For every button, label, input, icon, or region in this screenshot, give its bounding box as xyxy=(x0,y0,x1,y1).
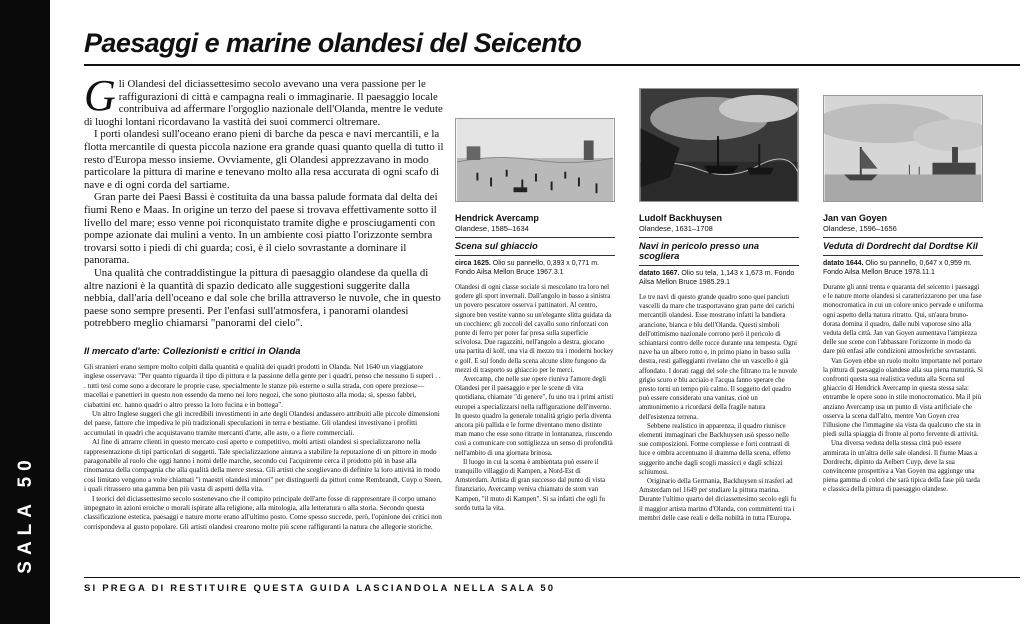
painting-description: Una diversa veduta della stessa città può essere ammirata in un'altra delle sale olandesi. Il fiume Maas a Dordrecht, dipinto da Aelbert Cuyp, deve la sua convincente prospettiva a Van Goyen ma aggiunge una piena gamma di colori che sarà tipica della fase più tarda e classica della pittura di paesaggio olandese. xyxy=(823,440,980,494)
drop-cap: G xyxy=(84,71,116,120)
painting-title: Navi in pericolo presso una scogliera xyxy=(639,237,799,261)
body-paragraph: Gli stranieri erano sempre molto colpiti dalla quantità e qualità dei quadri prodotti in Olanda. Nel 1640 un viaggiatore inglese osservava: "Per quanto riguarda il tipo di pittura e la passione della gente per i quadri, penso che nessuno li superi . . . tutti tesi come sono a decorare le proprie case, specialmente le stanze più esterne o sulla strada, con opere preziose—macellai e panettieri in questo non essendo da meno nei loro negozi, che sono piuttosto alla moda; sì, spesso fabbri, ciabattini etc. hanno quadri o altro presso la loro fucina e in bottega". xyxy=(84,362,441,409)
intro-column xyxy=(84,71,444,532)
intro-paragraph: I porti olandesi sull'oceano erano pieni di barche da pesca e navi mercantili, e la flotta mercantile di questa piccola nazione era grande quasi quanto quella di tutto il resto d'Europa messo insieme. Ovviamente, gli Olandesi apprezzavano in modo particolare la pittura di marine e tenevano molto alla resa accurata di ogni scafo di nave e di ogni corda del sartiame. xyxy=(84,128,444,191)
painting-entry-avercamp xyxy=(455,118,615,513)
artist-dates: Olandese, 1631–1708 xyxy=(639,224,713,233)
painting-description: Sebbene realistico in apparenza, il quadro riunisce elementi immaginari che Backhuysen usò spesso nelle sue composizioni. Forme complesse e forti contrasti di luce e ombra accentuano il dramma della scena, effetto suggerito anche dagli scogli massicci e dagli schizzi schiumosi. xyxy=(639,422,791,476)
footer-notice: SI PREGA DI RESTITUIRE QUESTA GUIDA LASCIANDOLA NELLA SALA 50 xyxy=(84,583,556,594)
painting-description: Avercamp, che nelle sue opere riuniva l'amore degli Olandesi per il paesaggio e per le scene di vita quotidiana, chiamate "di genere", fu uno tra i primi artisti europei a specializzarsi nella raffigurazione dell'inverno. In questo quadro la generale tonalità grigio perla diventa ancora più pallida e le forme diventano meno distinte man mano che esse sono ritratte in lontananza, riuscendo così a comunicare con sottigliezza un senso di profondità nell'ambito di una giornata brinosa. xyxy=(455,376,614,457)
painting-description: Olandesi di ogni classe sociale si mescolano tra loro nel godere gli sport invernali. Dall'angolo in basso a sinistra un povero pescatore osserva i pattinatori. Al centro, signore ben vestite vanno su un'elegante slitta guidata da un cocchiere; gli zoccoli del cavallo sono rinforzati con punte di ferro per poter far presa sulla superficie scivolosa. Due ragazzini, nell'angolo a destra, giocano una partita di kolf, una via di mezzo tra i moderni hockey e golf. E sul fondo della scena alcune slitte fungono da mezzi di trasporto su ghiaccio per le merci. xyxy=(455,284,614,374)
intro-paragraph: Gran parte dei Paesi Bassi è costituita da una bassa palude formata dal delta dei fiumi Reno e Maas. In origine un terzo del paese si trovava effettivamente sotto il livello del mare; esso venne poi riconquistato tramite dighe e prosciugamenti con pompe azionate dai mulini a vento. In un ambiente così piatto l'orizzonte sembra trovarsi sotto i piedi di chi guarda; così, è il cielo sovrastante a dominare il panorama. xyxy=(84,191,438,267)
artist-name: Hendrick Avercamp xyxy=(455,213,539,223)
body-paragraph: Un altro Inglese suggerì che gli incredibili investimenti in arte degli Olandesi andassero attribuiti alle piccole dimensioni del paese, fattore che impediva le più tradizionali speculazioni in terra e bestiame. Gli olandesi investivano i profitti accumulati in quadri che acquistavano tramite mercanti d'arte, alle aste, o a fiere commerciali. xyxy=(84,409,440,437)
room-label: SALA 50 xyxy=(15,454,36,574)
title-rule xyxy=(84,64,1020,66)
body-paragraph: I teorici del diciassettesimo secolo sostenevano che il compito principale dell'arte fosse di rappresentare il corpo umano impegnato in azioni eroiche o morali ispirate alla religione, alla mitologia, alla letteratura o alla storia. Secondo questa classificazione estetica, paesaggi e nature morte erano all'ultimo posto. Come spesso succede, però, l'opinione dei critici non corrispondeva al gusto popolare. Gli artisti olandesi crearono molte più scene raffiguranti la natura che allegorie storiche. xyxy=(84,494,442,531)
artist-name: Jan van Goyen xyxy=(823,213,888,223)
painting-image-backhuysen xyxy=(639,88,799,202)
sidebar xyxy=(0,0,50,624)
page-title: Paesaggi e marine olandesi del Seicento xyxy=(84,28,582,58)
painting-entry-backhuysen xyxy=(639,88,799,523)
painting-description: Durante gli anni trenta e quaranta del seicento i paesaggi e le nature morte olandesi si caratterizzarono per una fase monocromatica in cui un colore unico pervade e uniforma ogni aspetto della natura ritratto. Qui, un'aura bruno-dorata domina il quadro, dalle nubi vaporose sino alla veduta della città. Jan van Goyen aumentava l'ampiezza delle sue scene con l'abbassare l'orizzonte in modo da dare più enfasi alle condizioni atmosferiche sovrastanti. xyxy=(823,284,983,356)
painting-meta: circa 1625. Olio su pannello, 0,393 x 0,771 m. Fondo Ailsa Mellon Bruce 1967.3.1 xyxy=(455,255,615,277)
painting-entry-van-goyen xyxy=(823,95,983,495)
artist-dates: Olandese, 1585–1634 xyxy=(455,224,529,233)
painting-title: Veduta di Dordrecht dal Dordtse Kil xyxy=(823,237,983,251)
section-heading: Il mercato d'arte: Collezionisti e critici in Olanda xyxy=(84,345,301,357)
painting-title: Scena sul ghiaccio xyxy=(455,237,615,251)
artist-dates: Olandese, 1596–1656 xyxy=(823,224,897,233)
intro-paragraph: Gli Olandesi del diciassettesimo secolo avevano una vera passione per le raffigurazioni di città e campagna reali o immaginarie. Il paesaggio locale contribuiva ad affermare l'orgoglio nazionale dell'Olanda, mentre le vedute di luoghi lontani ricordavano la vastità dei suoi commerci oltremare. xyxy=(84,71,443,128)
painting-meta: datato 1667. Olio su tela, 1,143 x 1,673 m. Fondo Ailsa Mellon Bruce 1985.29.1 xyxy=(639,265,799,287)
painting-description: Il luogo in cui la scena è ambientata può essere il tranquillo villaggio di Kampen, a Nord-Est di Amsterdam. Artista di gran successo dal punto di vista finanziario, Avercamp veniva chiamato de stom van Kampen, "il muto di Kampen". Si sa infatti che egli fu sordo tutta la vita. xyxy=(455,458,606,512)
painting-image-avercamp xyxy=(455,118,615,202)
footer-rule xyxy=(84,577,1020,578)
painting-description: Van Goyen ebbe un ruolo molto importante nel portare la pittura di paesaggio olandese alla sua piena maturità. Si confronti questa sua realistica veduta alla Scena sul ghiaccio di Hendrick Avercamp in questa stessa sala: entrambe le opere sono in stile monocromatico. Ma il più anziano Avercamp usa un punto di vista artificiale che osserva la scena dall'alto, mentre Van Goyen crea l'illusione che l'immagine sia vista da qualcuno che sta in piedi sulla spiaggia di fronte al porto fervente di attività. xyxy=(823,357,983,439)
painting-meta: datato 1644. Olio su pannello, 0,647 x 0,959 m. Fondo Ailsa Mellon Bruce 1978.11.1 xyxy=(823,255,983,277)
body-paragraph: Al fine di attrarre clienti in questo mercato così aperto e competitivo, molti artisti olandesi si specializzarono nella rappresentazione di tipi particolari di soggetti. Tale specializzazione aiutava a stabilire la reputazione di un pittore in modo paragonabile al ruolo che oggi hanno i nomi delle marche, secondo cui l'acquirente cerca il prodotto più in base alla rinomanza della compagnia che alla qualità della merce stessa. Gli artisti che sceglievano di definire la loro attività in modo così limitato vengono a volte chiamati "i maestri olandesi minori" per distinguerli da pittori come Rembrandt, Cuyp o Steen, i quali ritrassero una gamma ben più vasta di aspetti della vita. xyxy=(84,438,442,494)
painting-description: Le tre navi di questo grande quadro sono quei panciuti vascelli da mare che trasportavano gran parte dei carichi mercantili olandesi. Esse mostrano infatti la bandiera arancione, bianca e blu dell'Olanda. Questi simboli dell'ottimismo nazionale corrono però il pericolo di schiantarsi contro delle rocce durante una tempesta. Ogni nave ha un albero rotto e, in primo piano in basso sulla destra, resti galleggianti rivelano che un vascello è già affondato. I dorati raggi del sole che filtrano tra le nuvole grigio scuro e blu acciaio e l'acqua fanno sperare che presto torni un tempo più calmo. Il soggetto del quadro può essere considerato una vanitas, cioè un ammonimento a ricordarsi della fragile natura dell'esistenza terrena. xyxy=(639,294,798,421)
artist-name: Ludolf Backhuysen xyxy=(639,213,723,223)
painting-description: Originario della Germania, Backhuysen si trasferì ad Amsterdam nel 1649 per studiare la pittura marina. Durante l'ultimo quarto del diciassettesimo secolo egli fu il maggior artista marino d'Olanda, con committenti tra i membri delle case reali e della nobiltà in tutta l'Europa. xyxy=(639,478,797,522)
intro-paragraph: Una qualità che contraddistingue la pittura di paesaggio olandese da quella di altre nazioni è la quantità di spazio dedicato alle suggestioni suggerite dalla nebbia, dall'aria dell'oceano e dal sole che brilla attraverso le nuvole, che in questo paese sono sempre presenti. Per l'enfasi sull'atmosfera, i panorami olandesi potrebbero meglio chiamarsi "panorami del cielo". xyxy=(84,266,441,330)
painting-image-van-goyen xyxy=(823,95,983,202)
